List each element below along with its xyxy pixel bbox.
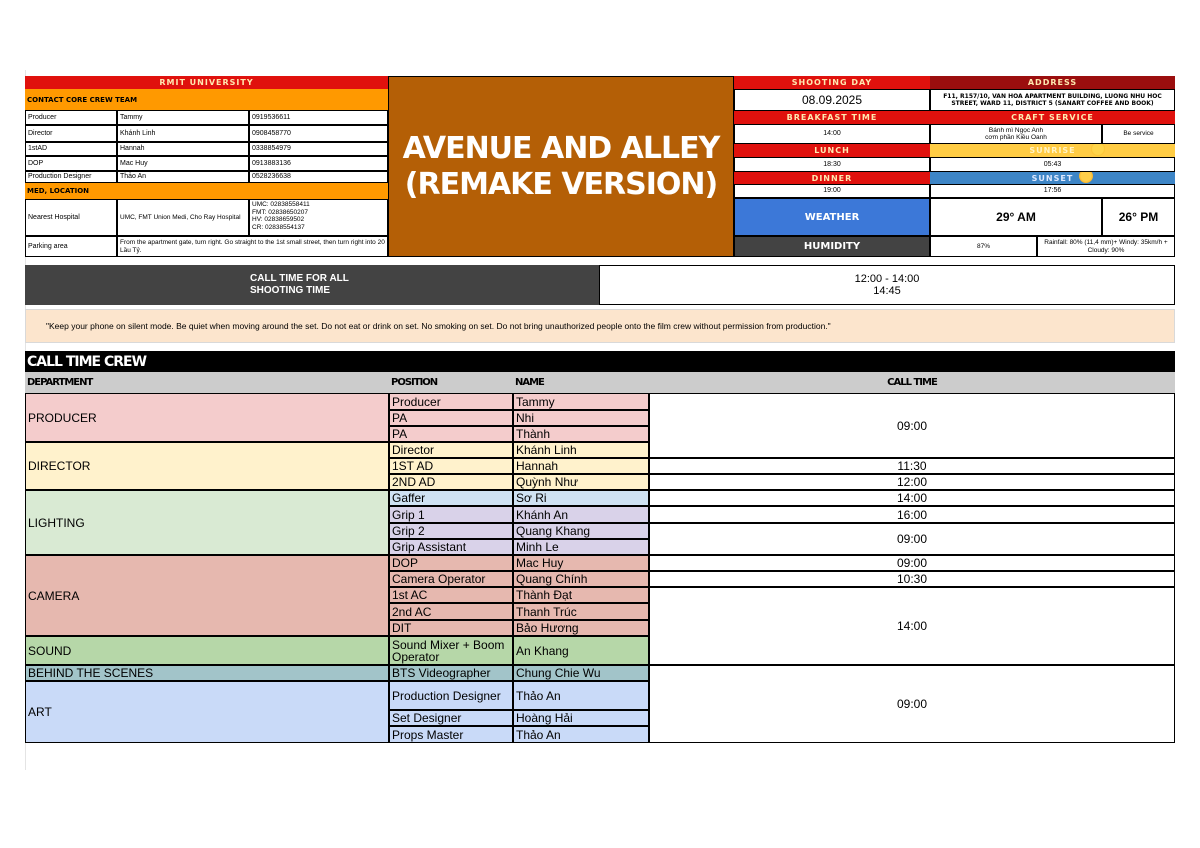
name-cell: Thành: [513, 426, 649, 442]
hospital-phone[interactable]: HV: 02838659502: [252, 216, 305, 223]
craft-item: Bánh mì Ngọc Anh cơm phần Kiều Oanh: [930, 124, 1102, 144]
position-cell: 1st AC: [389, 587, 513, 603]
hospital-phone[interactable]: CR: 02838554137: [252, 223, 305, 231]
position-cell: Producer: [389, 393, 513, 410]
medical-title: MED, LOCATION: [27, 187, 90, 195]
position-cell: Director: [389, 442, 513, 458]
name-cell: Chung Chie Wu: [513, 665, 649, 681]
calltime-value: [599, 265, 1175, 305]
position-cell: DOP: [389, 555, 513, 571]
department-lighting: LIGHTING: [25, 490, 389, 555]
medical-header: [25, 183, 388, 199]
name-cell: Mac Huy: [513, 555, 649, 571]
call-time-cell: 14:00: [649, 490, 1175, 506]
name-cell: Hannah: [513, 458, 649, 474]
position-cell: Gaffer: [389, 490, 513, 506]
call-time-cell: 09:00: [649, 665, 1175, 743]
contact-name: Tammy: [117, 110, 249, 125]
header-position: POSITION: [389, 372, 513, 393]
department-camera: CAMERA: [25, 555, 389, 636]
contact-phone[interactable]: 0528236638: [249, 171, 388, 183]
header-department: DEPARTMENT: [25, 372, 389, 393]
calltime-value-line2: 14:45: [873, 285, 901, 297]
breakfast-value: 14:00: [734, 124, 930, 144]
shooting-day-value: 08.09.2025: [734, 89, 930, 111]
position-cell: 1ST AD: [389, 458, 513, 474]
call-time-cell: 09:00: [649, 393, 1175, 458]
shooting-day-header: SHOOTING DAY: [734, 76, 930, 89]
name-cell: Quang Khang: [513, 523, 649, 539]
name-cell: Thảo An: [513, 726, 649, 743]
position-cell: 2nd AC: [389, 603, 513, 620]
sunrise-header: [930, 144, 1175, 157]
position-cell: Sound Mixer + Boom Operator: [389, 636, 513, 665]
sunset-header: [930, 172, 1175, 184]
lunch-value: 18:30: [734, 157, 930, 172]
position-cell: DIT: [389, 620, 513, 636]
crew-title: [25, 351, 1175, 372]
breakfast-header: BREAKFAST TIME: [734, 111, 930, 124]
department-director: DIRECTOR: [25, 442, 389, 490]
contact-phone[interactable]: 0919536611: [249, 110, 388, 125]
call-time-cell: 14:00: [649, 587, 1175, 665]
sunset-value: 17:56: [930, 184, 1175, 198]
position-cell: Set Designer: [389, 710, 513, 726]
humidity-value: 87%: [930, 236, 1037, 257]
contact-name: Hannah: [117, 142, 249, 156]
contact-role: Production Designer: [25, 171, 117, 183]
craft-note: Be service: [1102, 124, 1175, 144]
name-cell: Nhi: [513, 410, 649, 426]
name-cell: Quỳnh Như: [513, 474, 649, 490]
name-cell: Bảo Hương: [513, 620, 649, 636]
contact-name: Khánh Linh: [117, 125, 249, 142]
contact-name: Thảo An: [117, 171, 249, 183]
project-subtitle: (REMAKE VERSION): [404, 166, 718, 202]
call-time-cell: 16:00: [649, 506, 1175, 523]
department-sound: SOUND: [25, 636, 389, 665]
humidity-notes: Rainfall: 80% (11,4 mm)+ Windy: 35km/h + Cloudy: 90%: [1037, 236, 1175, 257]
position-cell: Grip Assistant: [389, 539, 513, 555]
hospital-label: Nearest Hospital: [25, 199, 117, 236]
hospital-phones: [249, 199, 388, 236]
name-cell: Tammy: [513, 393, 649, 410]
department-art: ART: [25, 681, 389, 743]
university-header: [25, 76, 388, 89]
notice-text: "Keep your phone on silent mode. Be quiet when moving around the set. Do not eat or drink on set. No smoking on set. Do not bring unauthorized people onto the film crew without permission from production.": [46, 321, 831, 331]
crew-title-text: CALL TIME CREW: [27, 353, 147, 370]
calltime-label: [25, 265, 599, 305]
contact-role: Director: [25, 125, 117, 142]
contact-role: Producer: [25, 110, 117, 125]
contact-role: DOP: [25, 156, 117, 171]
calltime-label-line2: SHOOTING TIME: [250, 285, 330, 296]
address-value: F11, R157/10, VAN HOA APARTMENT BUILDING, LUONG NHU HOC STREET, WARD 11, DISTRICT 5 (SANART COFFEE AND BOOK): [930, 89, 1175, 111]
name-cell: Sơ Ri: [513, 490, 649, 506]
lunch-header: LUNCH: [734, 144, 930, 157]
department-producer: PRODUCER: [25, 393, 389, 442]
parking-value: From the apartment gate, turn right. Go straight to the 1st small street, then turn right into 20 Lầu Tỷ.: [117, 236, 388, 257]
university-title: RMIT UNIVERSITY: [159, 78, 254, 87]
contact-title: CONTACT CORE CREW TEAM: [27, 95, 138, 104]
position-cell: Production Designer: [389, 681, 513, 710]
name-cell: An Khang: [513, 636, 649, 665]
position-cell: PA: [389, 410, 513, 426]
name-cell: Thanh Trúc: [513, 603, 649, 620]
name-cell: Minh Le: [513, 539, 649, 555]
contact-phone[interactable]: 0908458770: [249, 125, 388, 142]
address-header: ADDRESS: [930, 76, 1175, 89]
position-cell: 2ND AD: [389, 474, 513, 490]
call-time-cell: 09:00: [649, 555, 1175, 571]
position-cell: BTS Videographer: [389, 665, 513, 681]
name-cell: Hoàng Hải: [513, 710, 649, 726]
name-cell: Quang Chính: [513, 571, 649, 587]
dinner-value: 19:00: [734, 184, 930, 198]
contact-name: Mac Huy: [117, 156, 249, 171]
parking-label: Parking area: [25, 236, 117, 257]
calltime-value-line1: 12:00 - 14:00: [854, 273, 920, 285]
craft-header: CRAFT SERVICE: [930, 111, 1175, 124]
position-cell: Props Master: [389, 726, 513, 743]
weather-am: 29° AM: [930, 198, 1102, 236]
call-time-cell: 10:30: [649, 571, 1175, 587]
name-cell: Khánh An: [513, 506, 649, 523]
contact-role: 1stAD: [25, 142, 117, 156]
call-time-cell: 12:00: [649, 474, 1175, 490]
position-cell: Grip 2: [389, 523, 513, 539]
project-title-block: [388, 76, 734, 257]
sun-icon: [1091, 144, 1105, 156]
project-title: AVENUE AND ALLEY: [402, 130, 720, 166]
position-cell: Camera Operator: [389, 571, 513, 587]
sunset-label: SUNSET: [1031, 173, 1074, 183]
hospital-phone[interactable]: UMC: 02838558411: [252, 201, 310, 208]
call-time-cell: 09:00: [649, 523, 1175, 555]
call-time-cell: 11:30: [649, 458, 1175, 474]
hospital-phone[interactable]: FMT: 02838650207: [252, 208, 309, 216]
contact-phone[interactable]: 0338854979: [249, 142, 388, 156]
sunrise-value: 05:43: [930, 157, 1175, 172]
weather-label: WEATHER: [734, 198, 930, 236]
name-cell: Khánh Linh: [513, 442, 649, 458]
dinner-header: DINNER: [734, 172, 930, 184]
header-call-time: CALL TIME: [649, 372, 1175, 393]
department-bts: BEHIND THE SCENES: [25, 665, 389, 681]
humidity-label: HUMIDITY: [734, 236, 930, 257]
header-name: NAME: [513, 372, 649, 393]
position-cell: PA: [389, 426, 513, 442]
hospital-value: UMC, FMT Union Medi, Cho Ray Hospital: [117, 199, 249, 236]
sunrise-label: SUNRISE: [1029, 146, 1076, 155]
contact-header: [25, 89, 388, 110]
position-cell: Grip 1: [389, 506, 513, 523]
notice-banner: [25, 309, 1175, 343]
weather-pm: 26° PM: [1102, 198, 1175, 236]
sunset-icon: [1079, 172, 1093, 183]
contact-phone[interactable]: 0913883136: [249, 156, 388, 171]
calltime-label-line1: CALL TIME FOR ALL: [250, 273, 349, 284]
name-cell: Thành Đạt: [513, 587, 649, 603]
name-cell: Thảo An: [513, 681, 649, 710]
